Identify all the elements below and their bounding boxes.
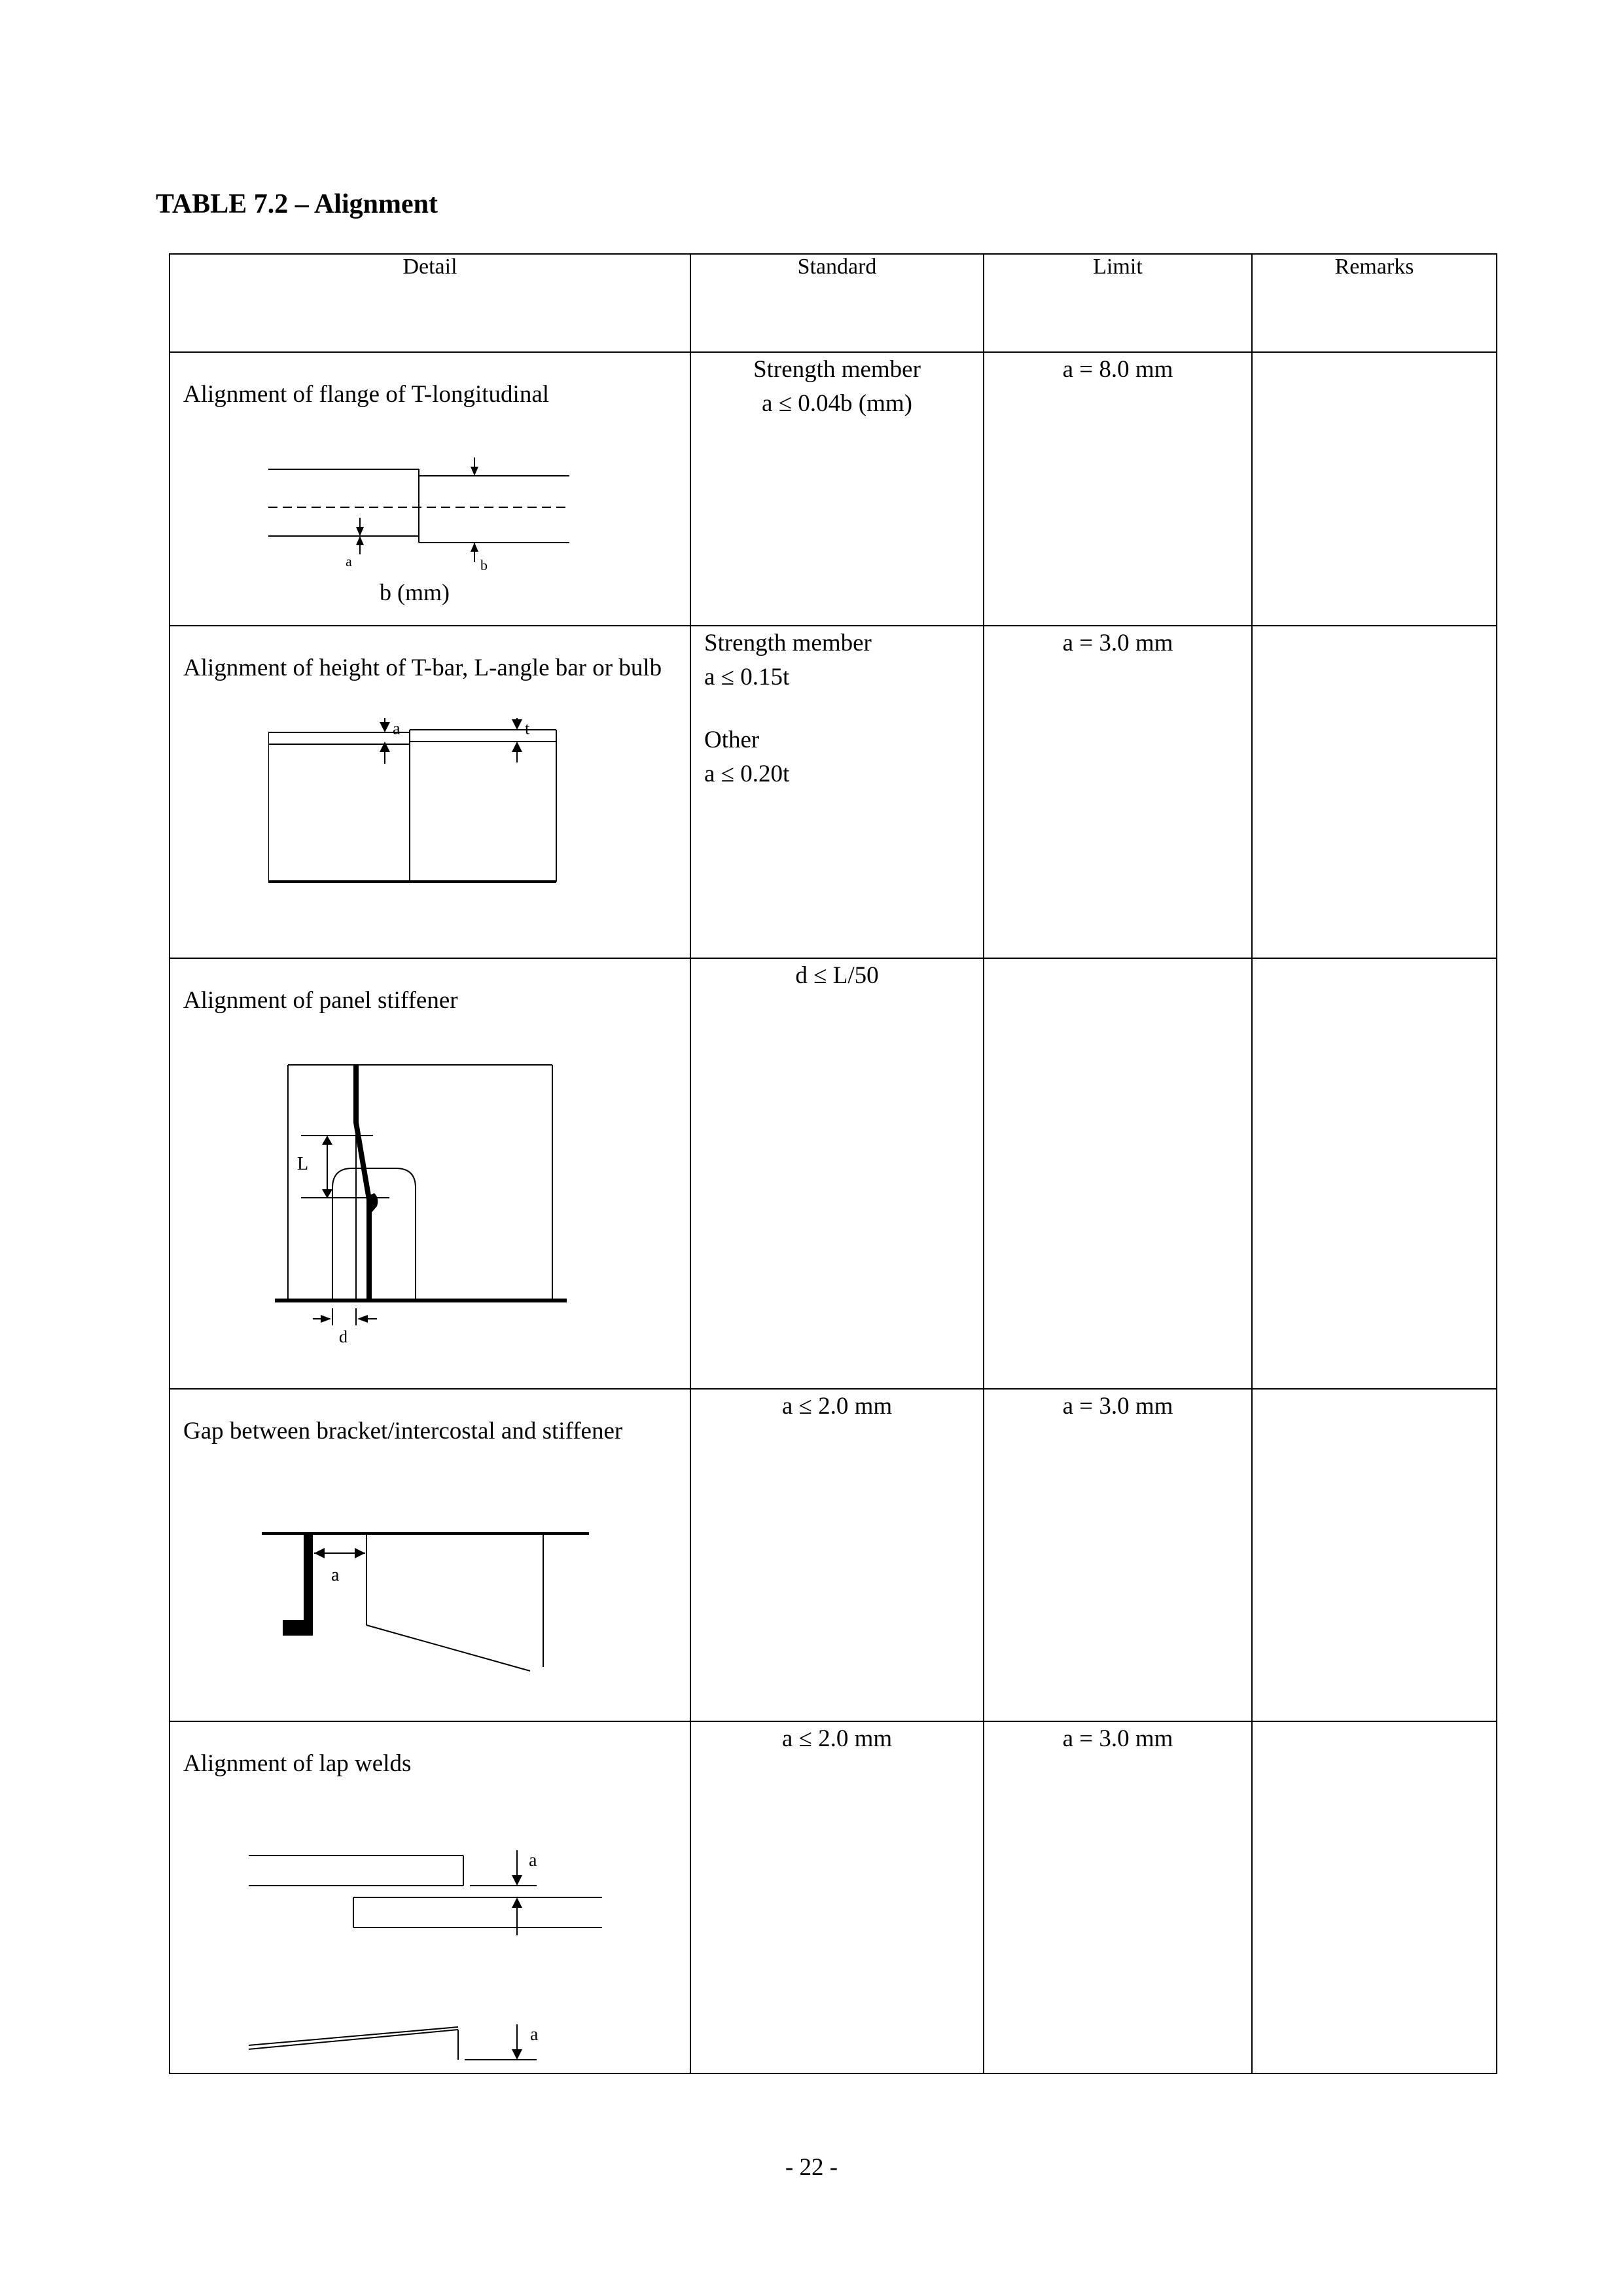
limit-cell <box>984 626 1252 958</box>
detail-cell <box>169 626 690 958</box>
caption-b-mm: b (mm) <box>380 579 450 605</box>
lap-weld-diagram <box>236 1820 602 2062</box>
header-standard: Standard <box>690 254 984 352</box>
table-row <box>169 1389 1497 1721</box>
standard-line: a ≤ 2.0 mm <box>781 1725 893 1752</box>
label-d: d <box>339 1327 348 1346</box>
table-row <box>169 352 1497 626</box>
detail-label: Alignment of height of T-bar, L-angle bar or bulb <box>183 655 662 681</box>
standard-cell <box>690 1721 984 2073</box>
page-number: - 22 - <box>785 2154 838 2181</box>
standard-line: Strength member <box>753 356 921 383</box>
standard-line: a ≤ 2.0 mm <box>781 1393 893 1420</box>
label-t: t <box>525 719 530 738</box>
standard-cell <box>690 352 984 626</box>
label-a: a <box>346 553 352 569</box>
detail-cell <box>169 1721 690 2073</box>
detail-label: Alignment of flange of T-longitudinal <box>183 381 550 408</box>
limit-cell <box>984 1389 1252 1721</box>
standard-line: d ≤ L/50 <box>795 962 879 989</box>
detail-label: Gap between bracket/intercostal and stiffener <box>183 1418 623 1444</box>
header-row <box>169 254 1497 352</box>
table-title: TABLE 7.2 – Alignment <box>156 189 438 219</box>
limit-cell <box>984 352 1252 626</box>
label-a: a <box>529 1850 537 1871</box>
header-limit: Limit <box>984 254 1252 352</box>
limit-cell <box>984 958 1252 1389</box>
remarks-cell <box>1252 626 1497 958</box>
header-detail: Detail <box>169 254 690 352</box>
standard-line: a ≤ 0.04b (mm) <box>762 390 912 417</box>
standard-line: a ≤ 0.15t <box>704 664 790 691</box>
standard-cell <box>690 626 984 958</box>
limit-value: a = 3.0 mm <box>1062 1393 1173 1420</box>
bracket-gap-diagram <box>262 1507 602 1704</box>
limit-value: a = 3.0 mm <box>1062 630 1173 656</box>
detail-label: Alignment of panel stiffener <box>183 987 458 1014</box>
label-L: L <box>297 1154 309 1174</box>
standard-cell <box>690 1389 984 1721</box>
detail-cell <box>169 958 690 1389</box>
table-row <box>169 1721 1497 2073</box>
label-a: a <box>331 1565 340 1585</box>
limit-value: a = 3.0 mm <box>1062 1725 1173 1752</box>
label-b: b <box>480 557 488 573</box>
remarks-cell <box>1252 352 1497 626</box>
remarks-cell <box>1252 1721 1497 2073</box>
header-remarks: Remarks <box>1252 254 1497 352</box>
standard-line: a ≤ 0.20t <box>704 761 790 787</box>
detail-cell <box>169 352 690 626</box>
detail-label: Alignment of lap welds <box>183 1750 412 1777</box>
limit-value: a = 8.0 mm <box>1062 356 1173 383</box>
label-a: a <box>530 2024 539 2045</box>
flange-alignment-diagram <box>255 457 596 615</box>
alignment-table <box>169 253 1497 2074</box>
standard-cell <box>690 958 984 1389</box>
table-row <box>169 626 1497 958</box>
table-row <box>169 958 1497 1389</box>
label-a: a <box>393 719 401 738</box>
panel-stiffener-diagram <box>275 1050 589 1378</box>
bar-height-alignment-diagram <box>268 718 582 927</box>
remarks-cell <box>1252 958 1497 1389</box>
remarks-cell <box>1252 1389 1497 1721</box>
limit-cell <box>984 1721 1252 2073</box>
detail-cell <box>169 1389 690 1721</box>
standard-line: Strength member <box>704 630 872 656</box>
standard-line: Other <box>704 726 760 753</box>
